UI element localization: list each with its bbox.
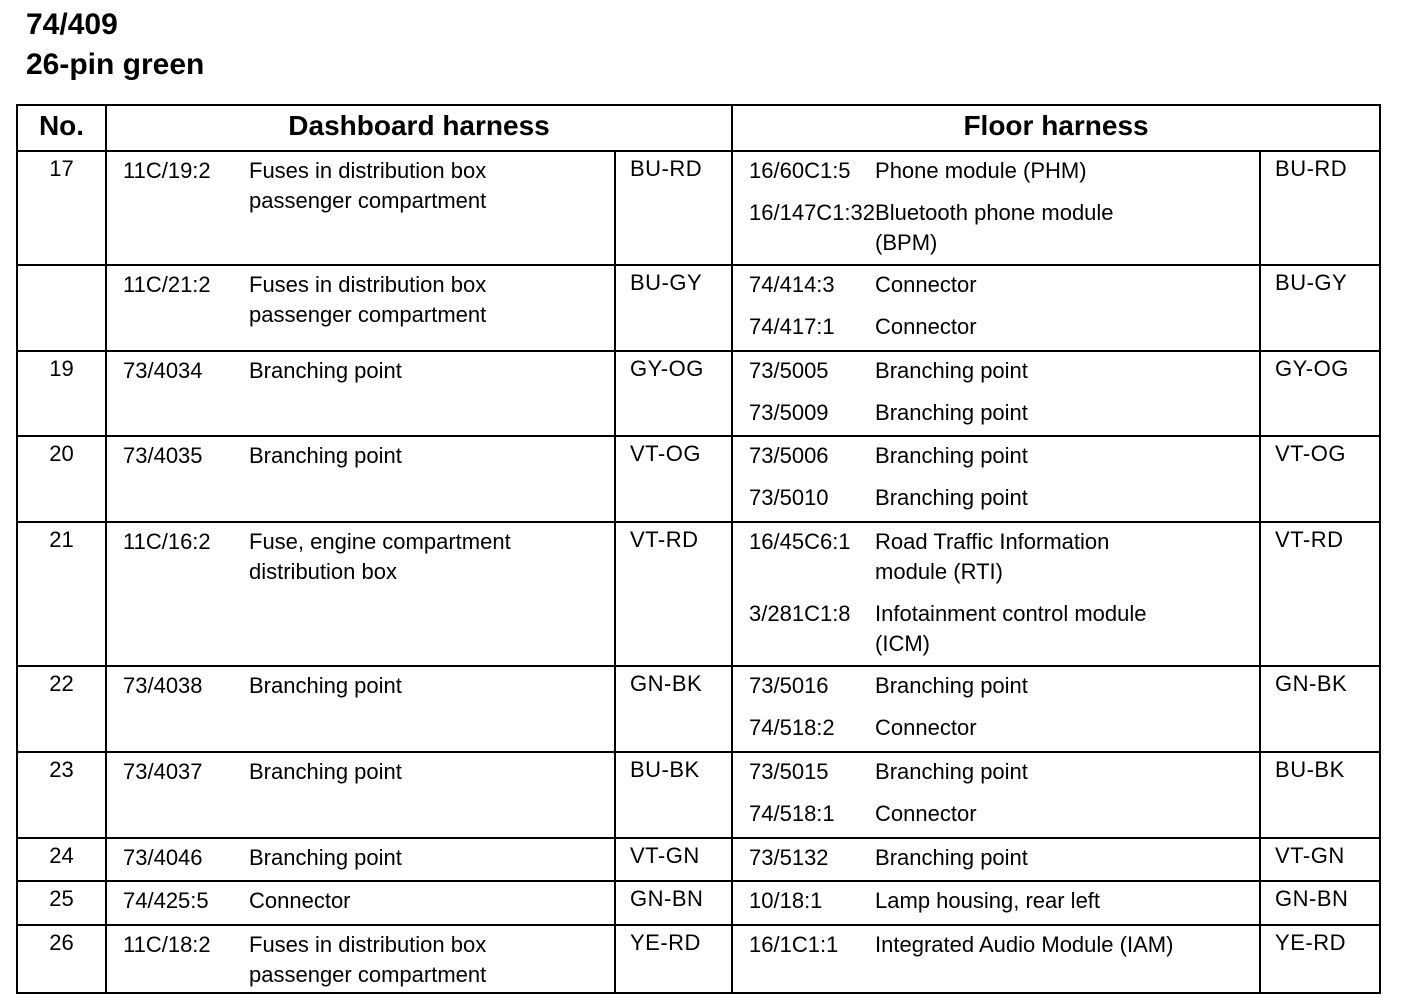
table-row [17,925,1380,993]
dashboard-component-description [249,156,614,216]
dashboard-wire-color: GN-BN [615,881,732,925]
floor-component-description [875,930,1259,960]
dashboard-harness-cell [106,881,615,925]
floor-terminal-code: 73/5016 [749,673,829,698]
description-line: Connector [875,272,977,297]
pin-number: 23 [17,752,106,838]
floor-connection-entry [733,356,1259,386]
floor-component-description [875,198,1259,258]
floor-terminal-code: 16/1C1:1 [749,932,839,957]
description-line: passenger compartment [249,188,487,213]
dashboard-terminal-code: 11C/19:2 [123,158,211,183]
floor-harness-cell [732,436,1260,522]
floor-connection-entry [733,843,1259,873]
floor-terminal-code: 16/60C1:5 [749,158,851,183]
table-row [17,666,1380,752]
floor-terminal-code: 16/45C6:1 [749,529,851,554]
floor-component-description [875,312,1259,342]
table-row [17,881,1380,925]
floor-harness-cell [732,752,1260,838]
floor-component-description [875,398,1259,428]
dashboard-terminal-code: 11C/18:2 [123,932,211,957]
column-header-dashboard: Dashboard harness [106,105,732,146]
column-header-no: No. [17,105,106,146]
dashboard-component-description [249,270,614,330]
dashboard-harness-cell [106,522,615,666]
floor-terminal-code: 10/18:1 [749,888,823,913]
dashboard-terminal-code: 74/425:5 [123,888,209,913]
description-line: Branching point [249,759,402,784]
floor-terminal-code: 74/518:1 [749,801,835,826]
floor-harness-cell [732,881,1260,925]
floor-wire-color: BU-GY [1260,265,1380,351]
dashboard-wire-color: BU-BK [615,752,732,838]
connector-id-title: 74/409 [26,8,118,41]
floor-component-description [875,799,1259,829]
pin-number: 22 [17,666,106,752]
pin-number [17,265,106,351]
floor-connection-entry [733,156,1259,186]
floor-connection-entry [733,312,1259,342]
dashboard-wire-color: BU-RD [615,151,732,265]
floor-component-description [875,671,1259,701]
description-line: Fuses in distribution box [249,158,487,183]
floor-harness-cell [732,351,1260,436]
floor-connection-entry [733,441,1259,471]
dashboard-terminal-code: 11C/16:2 [123,529,211,554]
description-line: Branching point [875,845,1028,870]
floor-component-description [875,156,1259,186]
floor-component-description [875,356,1259,386]
floor-terminal-code: 3/281C1:8 [749,601,851,626]
floor-connection-entry [733,483,1259,513]
description-line: Lamp housing, rear left [875,888,1101,913]
floor-terminal-code: 73/5009 [749,400,829,425]
table-row [17,436,1380,522]
dashboard-wire-color: VT-RD [615,522,732,666]
floor-connection-entry [733,930,1259,960]
description-line: (BPM) [875,230,938,255]
description-line: distribution box [249,559,397,584]
floor-component-description [875,843,1259,873]
dashboard-wire-color: BU-GY [615,265,732,351]
floor-component-description [875,599,1259,659]
floor-connection-entry [733,799,1259,829]
floor-terminal-code: 73/5010 [749,485,829,510]
dashboard-component-description [249,356,614,386]
floor-harness-cell [732,522,1260,666]
dashboard-harness-cell [106,925,615,993]
description-line: Branching point [249,845,402,870]
description-line: Branching point [875,673,1028,698]
pin-number: 24 [17,838,106,881]
description-line: Connector [875,314,977,339]
dashboard-component-description [249,886,614,916]
floor-terminal-code: 16/147C1:32 [749,200,876,225]
floor-connection-entry [733,757,1259,787]
description-line: Integrated Audio Module (IAM) [875,932,1174,957]
floor-component-description [875,757,1259,787]
pin-number: 21 [17,522,106,666]
description-line: passenger compartment [249,962,487,987]
column-header-floor: Floor harness [732,105,1380,146]
floor-connection-entry [733,886,1259,916]
description-line: Branching point [249,358,402,383]
dashboard-harness-cell [106,752,615,838]
dashboard-wire-color: GY-OG [615,351,732,436]
floor-harness-cell [732,925,1260,993]
dashboard-component-description [249,930,614,990]
description-line: Connector [875,801,977,826]
description-line: Fuses in distribution box [249,272,487,297]
floor-component-description [875,886,1259,916]
description-line: Branching point [875,400,1028,425]
description-line: Branching point [875,759,1028,784]
floor-harness-cell [732,666,1260,752]
description-line: passenger compartment [249,302,487,327]
description-line: Branching point [875,443,1028,468]
table-row [17,752,1380,838]
dashboard-component-description [249,843,614,873]
floor-wire-color: VT-RD [1260,522,1380,666]
floor-component-description [875,527,1259,587]
dashboard-harness-cell [106,151,615,265]
dashboard-component-description [249,527,614,587]
table-body [17,146,1380,993]
table-row [17,265,1380,351]
floor-terminal-code: 74/417:1 [749,314,835,339]
floor-connection-entry [733,713,1259,743]
dashboard-terminal-code: 73/4046 [123,845,203,870]
pin-number: 19 [17,351,106,436]
floor-terminal-code: 73/5005 [749,358,829,383]
description-line: Road Traffic Information [875,529,1110,554]
floor-connection-entry [733,599,1259,659]
floor-terminal-code: 74/518:2 [749,715,835,740]
description-line: module (RTI) [875,559,1003,584]
floor-connection-entry [733,270,1259,300]
floor-harness-cell [732,265,1260,351]
description-line: Connector [875,715,977,740]
dashboard-wire-color: YE-RD [615,925,732,993]
description-line: Fuses in distribution box [249,932,487,957]
dashboard-component-description [249,441,614,471]
floor-harness-cell [732,838,1260,881]
dashboard-harness-cell [106,351,615,436]
pin-number: 26 [17,925,106,993]
floor-component-description [875,270,1259,300]
floor-terminal-code: 74/414:3 [749,272,835,297]
connector-pinout-table [16,104,1381,994]
floor-harness-cell [732,151,1260,265]
dashboard-harness-cell [106,436,615,522]
pin-number: 20 [17,436,106,522]
floor-wire-color: VT-GN [1260,838,1380,881]
floor-wire-color: BU-RD [1260,151,1380,265]
dashboard-component-description [249,671,614,701]
table-row [17,151,1380,265]
description-line: Infotainment control module [875,601,1147,626]
floor-terminal-code: 73/5006 [749,443,829,468]
dashboard-wire-color: VT-OG [615,436,732,522]
floor-component-description [875,713,1259,743]
dashboard-wire-color: GN-BK [615,666,732,752]
dashboard-terminal-code: 11C/21:2 [123,272,211,297]
description-line: Bluetooth phone module [875,200,1114,225]
connector-description-title: 26-pin green [26,48,205,81]
floor-connection-entry [733,198,1259,258]
description-line: Branching point [249,443,402,468]
floor-connection-entry [733,527,1259,587]
table-row [17,838,1380,881]
description-line: Connector [249,888,351,913]
floor-wire-color: YE-RD [1260,925,1380,993]
floor-wire-color: GN-BK [1260,666,1380,752]
floor-wire-color: GN-BN [1260,881,1380,925]
description-line: Branching point [249,673,402,698]
pin-number: 17 [17,151,106,265]
floor-wire-color: VT-OG [1260,436,1380,522]
description-line: Fuse, engine compartment [249,529,511,554]
description-line: Branching point [875,485,1028,510]
floor-component-description [875,483,1259,513]
floor-component-description [875,441,1259,471]
pin-number: 25 [17,881,106,925]
dashboard-terminal-code: 73/4037 [123,759,203,784]
dashboard-terminal-code: 73/4038 [123,673,203,698]
table-row [17,351,1380,436]
floor-connection-entry [733,671,1259,701]
floor-terminal-code: 73/5015 [749,759,829,784]
description-line: Branching point [875,358,1028,383]
dashboard-harness-cell [106,265,615,351]
floor-wire-color: GY-OG [1260,351,1380,436]
floor-wire-color: BU-BK [1260,752,1380,838]
floor-connection-entry [733,398,1259,428]
table-row [17,522,1380,666]
table-header-row [17,105,1380,146]
description-line: (ICM) [875,631,930,656]
dashboard-terminal-code: 73/4035 [123,443,203,468]
floor-terminal-code: 73/5132 [749,845,829,870]
dashboard-component-description [249,757,614,787]
dashboard-terminal-code: 73/4034 [123,358,203,383]
description-line: Phone module (PHM) [875,158,1087,183]
dashboard-harness-cell [106,666,615,752]
dashboard-harness-cell [106,838,615,881]
dashboard-wire-color: VT-GN [615,838,732,881]
